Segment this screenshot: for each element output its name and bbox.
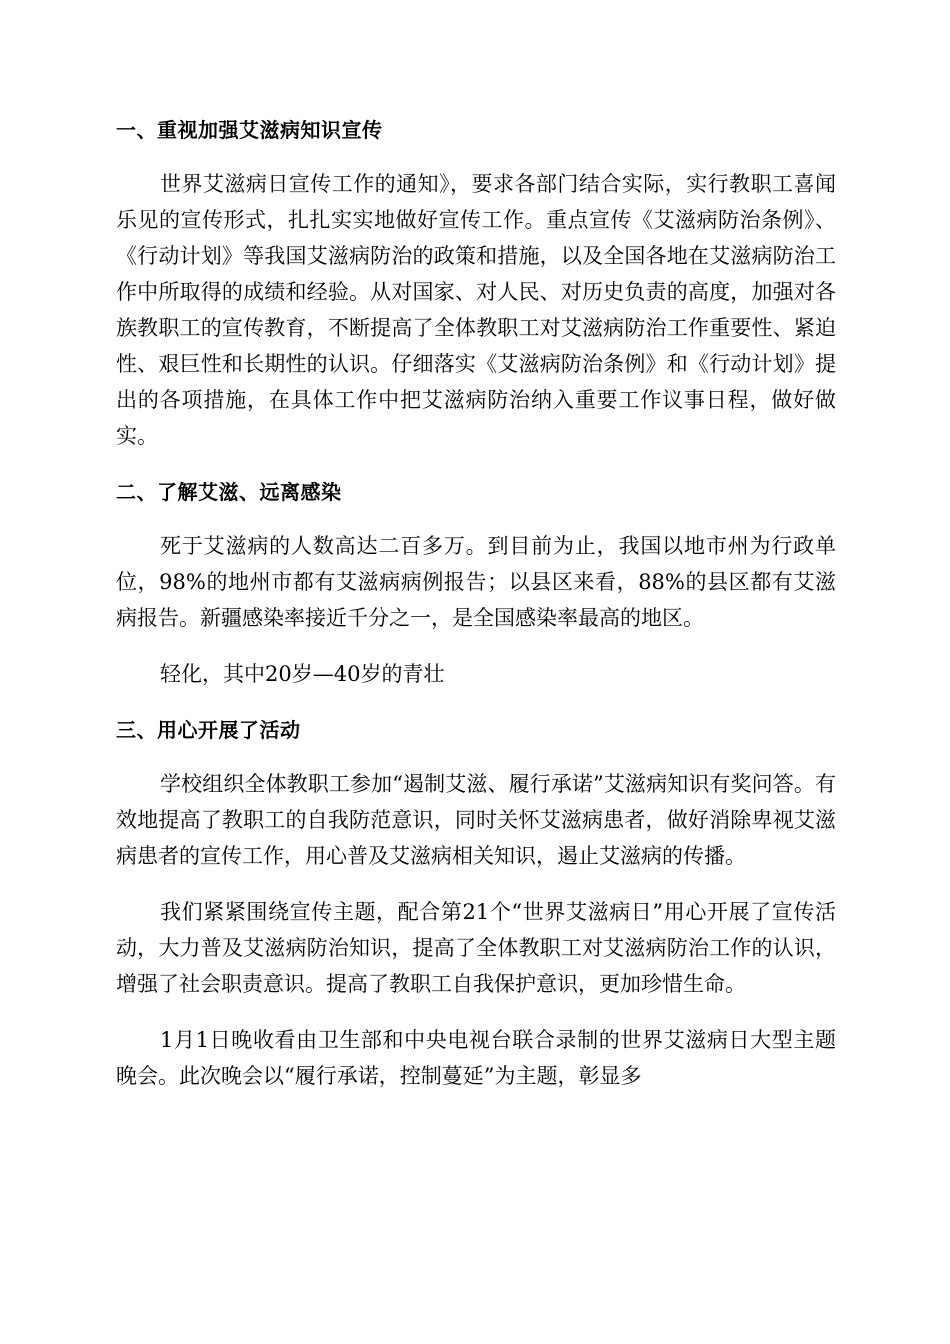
section-1-heading: 一、重视加强艾滋病知识宣传	[116, 118, 383, 142]
document-page	[116, 112, 836, 1094]
section-2-paragraph-1: 死于艾滋病的人数高达二百多万。到目前为止，我国以地市州为行政单位，98%的地州市都有艾滋病病例报告；以县区来看，88%的县区都有艾滋病报告。新疆感染率接近千分之一，是全国感染率最高的地区。	[116, 534, 836, 630]
section-2-heading: 二、了解艾滋、远离感染	[116, 480, 342, 504]
section-3-heading: 三、用心开展了活动	[116, 718, 301, 742]
section-3-paragraph-3: 1月1日晚收看由卫生部和中央电视台联合录制的世界艾滋病日大型主题晚会。此次晚会以“履行承诺，控制蔓延”为主题，彰显多	[116, 1028, 836, 1088]
section-3-paragraph-2: 我们紧紧围绕宣传主题，配合第21个“世界艾滋病日”用心开展了宣传活动，大力普及艾滋病防治知识，提高了全体教职工对艾滋病防治工作的认识，增强了社会职责意识。提高了教职工自我保护意识，更加珍惜生命。	[116, 900, 836, 996]
section-2-paragraph-2: 轻化，其中20岁—40岁的青壮	[160, 662, 445, 686]
section-3-paragraph-1: 学校组织全体教职工参加“遏制艾滋、履行承诺”艾滋病知识有奖问答。有效地提高了教职工的自我防范意识，同时关怀艾滋病患者，做好消除卑视艾滋病患者的宣传工作，用心普及艾滋病相关知识，遏止艾滋病的传播。	[116, 772, 836, 868]
section-1-paragraph-1: 世界艾滋病日宣传工作的通知》，要求各部门结合实际，实行教职工喜闻乐见的宣传形式，扎扎实实地做好宣传工作。重点宣传《艾滋病防治条例》、《行动计划》等我国艾滋病防治的政策和措施，以及全国各地在艾滋病防治工作中所取得的成绩和经验。从对国家、对人民、对历史负责的高度，加强对各族教职工的宣传教育，不断提高了全体教职工对艾滋病防治工作重要性、紧迫性、艰巨性和长期性的认识。仔细落实《艾滋病防治条例》和《行动计划》提出的各项措施，在具体工作中把艾滋病防治纳入重要工作议事日程，做好做实。	[116, 172, 836, 448]
